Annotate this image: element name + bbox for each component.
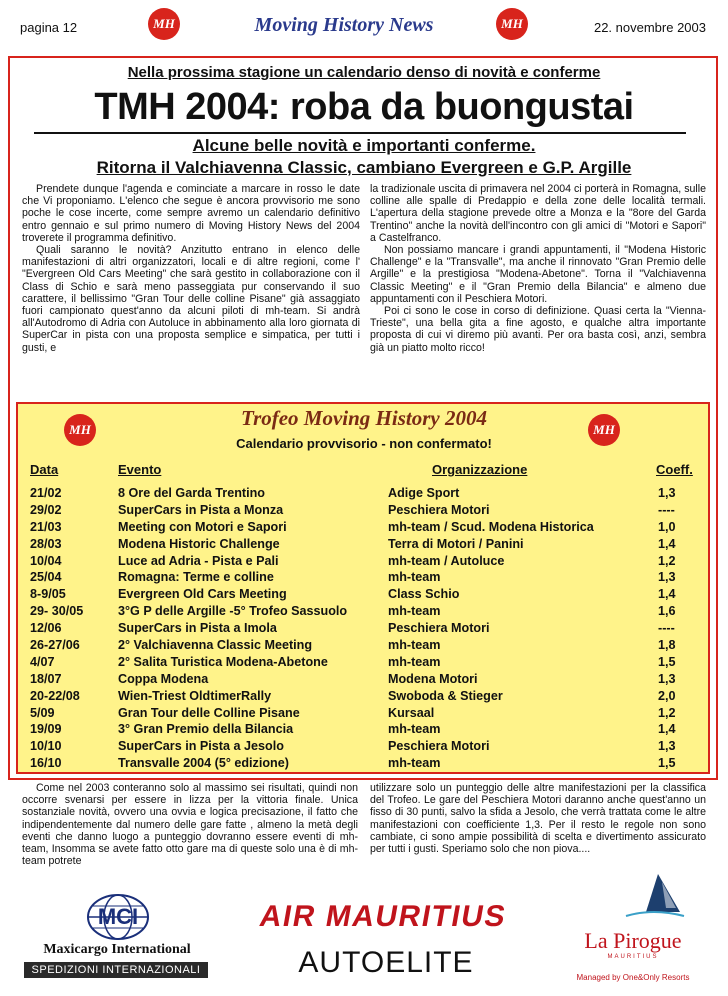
newsletter-title: Moving History News [254,14,434,36]
calendar-row [0,503,728,520]
event-date: 21/02 [30,486,62,500]
event-coefficient: 1,4 [658,536,676,551]
event-name: 2° Salita Turistica Modena-Abetone [118,654,328,669]
event-date: 29/02 [30,502,62,517]
event-name: Modena Historic Challenge [118,536,280,551]
article-headline: TMH 2004: roba da buongustai [94,86,634,128]
event-name: Romagna: Terme e colline [118,570,274,585]
article-subhead: Alcune belle novità e importanti conferme. [192,136,536,155]
page-number: pagina 12 [20,20,78,35]
event-coefficient: 1,3 [658,739,676,754]
event-date: 29- 30/05 [30,604,84,619]
mci-globe-icon [80,892,156,942]
event-organizer: mh-team [388,756,441,771]
sail-icon [618,872,688,922]
article-footer-right [370,782,706,855]
event-coefficient: 1,4 [658,587,676,602]
event-date: 12/06 [30,621,62,636]
event-organizer: mh-team [388,654,441,669]
mh-logo-icon: MH [64,414,96,446]
event-date: 4/07 [30,654,55,669]
event-organizer: mh-team [388,722,441,737]
event-organizer: mh-team [388,604,441,619]
event-organizer: Terra di Motori / Panini [388,536,524,551]
event-date: 10/04 [30,553,62,568]
calendar-row [0,554,728,571]
event-coefficient: 1,8 [658,638,676,653]
paragraph: utilizzare solo un punteggio delle altre manifestazioni per la classifica del Trofeo. Le gare del Peschiera Motori daranno anche quest'anno un fisso di 30 punti, salvo la sfida a Jesolo, che verrà trattata come le altre manifestazioni con coefficiente 1,3. Per il resto le regole non sono cambiate, ci sono ampie possibilità di scelta e divertimento assicurato per tutti i gusti. Speriamo solo che non piova.... [370,782,706,856]
event-date: 18/07 [30,671,62,686]
calendar-row [0,655,728,672]
headline-rule [34,132,686,134]
event-coefficient: 1,5 [658,654,676,669]
event-organizer: mh-team / Scud. Modena Historica [388,519,594,534]
calendar-row [0,486,728,503]
event-coefficient: 1,3 [658,671,676,686]
mh-logo-icon: MH [496,8,528,40]
event-coefficient: 1,5 [658,756,676,771]
mci-logo-text: MCI [97,904,139,929]
calendar-row [0,570,728,587]
event-coefficient: 1,3 [658,570,676,585]
event-date: 21/03 [30,519,62,534]
event-organizer: mh-team [388,570,441,585]
sponsor-maxicargo-tagline: SPEDIZIONI INTERNAZIONALI [24,962,208,978]
event-date: 26-27/06 [30,638,80,653]
calendar-row [0,604,728,621]
event-name: 2° Valchiavenna Classic Meeting [118,638,313,653]
event-organizer: mh-team / Autoluce [388,553,505,568]
event-coefficient: ---- [658,502,675,517]
calendar-row [0,638,728,655]
calendar-row [0,722,728,739]
calendar-table [0,486,728,773]
event-coefficient: 1,2 [658,705,676,720]
calendar-row [0,672,728,689]
event-organizer: Swoboda & Stieger [388,688,503,703]
event-organizer: Peschiera Motori [388,621,490,636]
calendar-row [0,756,728,773]
event-date: 25/04 [30,570,62,585]
event-name: SuperCars in Pista a Imola [118,621,277,636]
event-coefficient: 1,2 [658,553,676,568]
paragraph: la tradizionale uscita di primavera nel 2004 ci porterà in Romagna, sulle colline alle spalle di Predappio e della zone delle località termali. L'apertura della stagione prevede oltre a Monza e la "8ore del Garda Trentino" anche la novità dell'incontro con gli amici di "Motori e Sapori" a Castelfranco. [370,183,706,244]
event-organizer: Class Schio [388,587,460,602]
event-name: 8 Ore del Garda Trentino [118,486,265,500]
event-organizer: Adige Sport [388,486,460,500]
event-date: 20-22/08 [30,688,80,703]
event-date: 19/09 [30,722,62,737]
event-date: 10/10 [30,739,62,754]
column-header-org: Organizzazione [432,462,528,477]
calendar-title: Trofeo Moving History 2004 [241,406,487,430]
column-header-coeff: Coeff. [656,462,693,477]
calendar-row [0,537,728,554]
article-footer-left [22,782,358,867]
event-name: Meeting con Motori e Sapori [118,519,287,534]
event-name: Coppa Modena [118,671,209,686]
event-name: Transvalle 2004 (5° edizione) [118,756,289,771]
column-header-date: Data [30,462,59,477]
article-column-right [370,183,706,354]
event-name: Gran Tour delle Colline Pisane [118,705,300,720]
calendar-row [0,621,728,638]
calendar-row [0,520,728,537]
event-coefficient: 1,0 [658,519,676,534]
event-name: 3° Gran Premio della Bilancia [118,722,294,737]
issue-date: 22. novembre 2003 [593,20,706,35]
sponsor-air-mauritius: AIR MAURITIUS [257,900,510,933]
paragraph: Quali saranno le novità? Anzitutto entrano in elenco delle manifestazioni di altri organizzatori, locali e di altre regioni, come l' "Evergreen Old Cars Meeting" che sarà gestito in collaborazione con il Class di Schio e sarà meno passeggiata pur conservando il suo carattere, il bellissimo "Gran Tour delle colline Pisane" già assaggiato fuori campionato quest'anno da alcuni piloti di mh-team. Si andrà all'Autodromo di Adria con Autoluce in abbinamento alla loro giornata di SuperCar in pista con una proposta semplice e simpatica, per tutti i gusti, e [22,244,360,354]
event-organizer: Modena Motori [388,671,478,686]
event-name: Luce ad Adria - Pista e Pali [118,553,279,568]
calendar-row [0,739,728,756]
event-coefficient: 1,4 [658,722,676,737]
event-name: 3°G P delle Argille -5° Trofeo Sassuolo [118,604,348,619]
event-date: 28/03 [30,536,62,551]
event-name: Wien-Triest OldtimerRally [118,688,272,703]
sponsor-maxicargo: Maxicargo International [43,942,191,957]
mh-logo-icon: MH [588,414,620,446]
calendar-subtitle: Calendario provvisorio - non confermato! [236,436,492,451]
event-date: 5/09 [30,705,55,720]
event-name: SuperCars in Pista a Jesolo [118,739,284,754]
paragraph: Come nel 2003 conteranno solo al massimo sei risultati, quindi non occorre svenarsi per essere in lizza per la vittoria finale. Unica sostanziale novità, ovvero una ovvia e logica precisazione, il fatto che indipendentemente dal numero delle gare fatte , almeno la metà degli eventi che danno luogo a punteggio dovranno essere eventi di mh-team, Insomma se avete fatto otto gare ma di queste solo una è di mh-team potrete [22,782,358,868]
event-coefficient: 2,0 [658,688,676,703]
article-kicker: Nella prossima stagione un calendario denso di novità e conferme [127,64,601,81]
calendar-row [0,587,728,604]
event-coefficient: 1,6 [658,604,676,619]
event-name: Evergreen Old Cars Meeting [118,587,287,602]
paragraph: Prendete dunque l'agenda e cominciate a marcare in rosso le date che Vi proponiamo. L'elenco che segue è ancora provvisorio me sono poche le cose incerte, come sempre avremo un calendario definitivo entro gennaio e sul primo numero di Moving History News del 2004 troverete il programma definitivo. [22,183,360,244]
sponsor-la-pirogue-sub: MAURITIUS [607,954,659,960]
event-organizer: Peschiera Motori [388,502,490,517]
calendar-row [0,689,728,706]
article-column-left [22,183,360,354]
event-coefficient: ---- [658,621,675,636]
mh-logo-icon: MH [148,8,180,40]
event-coefficient: 1,3 [658,486,676,500]
article-subhead: Ritorna il Valchiavenna Classic, cambiano Evergreen e G.P. Argille [96,158,632,177]
event-organizer: mh-team [388,638,441,653]
event-date: 16/10 [30,756,62,771]
event-organizer: Peschiera Motori [388,739,490,754]
sponsor-autoelite: AUTOELITE [298,946,474,979]
event-organizer: Kursaal [388,705,435,720]
paragraph: Poi ci sono le cose in corso di definizione. Quasi certa la "Vienna-Trieste", una bella gita a fine agosto, e qualche altra importante proposta di cui vi diremo più avanti. Per ora basta così, anzi, sembra già un piatto molto ricco! [370,305,706,354]
event-date: 8-9/05 [30,587,66,602]
event-name: SuperCars in Pista a Monza [118,502,284,517]
calendar-row [0,706,728,723]
paragraph: Non possiamo mancare i grandi appuntamenti, il "Modena Historic Challenge" e la "Transvalle", ma anche il rinnovato "Gran Premio delle Argille" e la prestigiosa "Modena-Abetone". Torna il "Valchiavenna Classic Meeting" e il "Gran Premio della Bilancia" e almeno due appuntamenti con il Peschiera Motori. [370,244,706,305]
column-header-event: Evento [118,462,162,477]
sponsor-la-pirogue-managed: Managed by One&Only Resorts [576,973,690,982]
sponsor-la-pirogue: La Pirogue [584,928,682,953]
